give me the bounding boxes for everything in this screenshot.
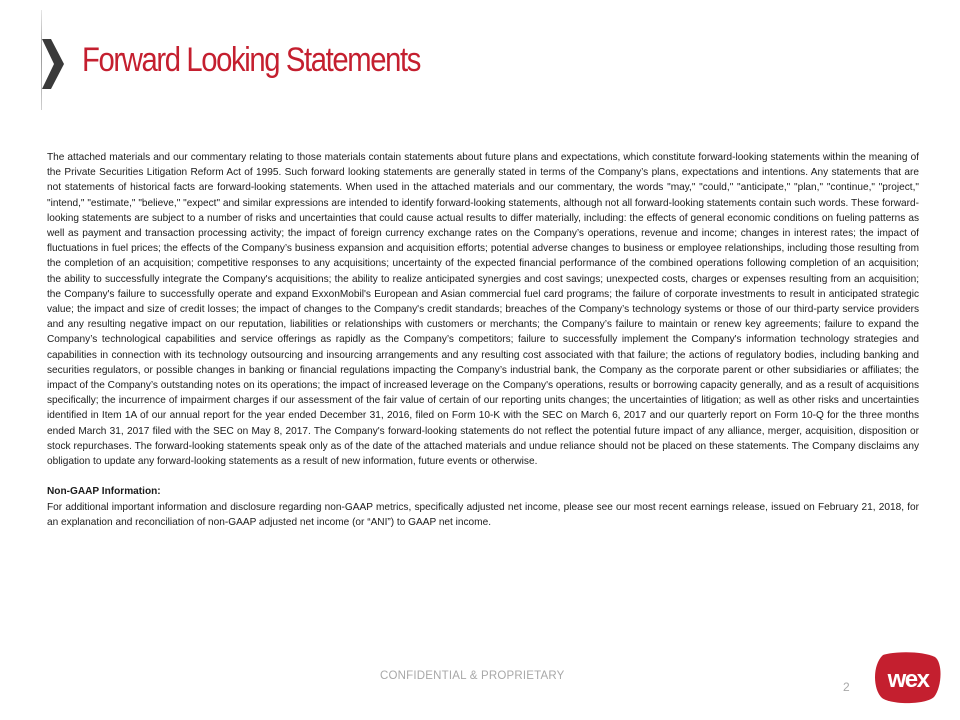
disclaimer-body bbox=[47, 150, 919, 530]
wex-logo bbox=[874, 652, 942, 704]
confidential-footer: CONFIDENTIAL & PROPRIETARY bbox=[380, 670, 565, 682]
slide-title: Forward Looking Statements bbox=[82, 41, 421, 79]
wex-logo-text: wex bbox=[887, 666, 929, 693]
chevron-right-icon bbox=[42, 39, 64, 89]
nongaap-paragraph: For additional important information and disclosure regarding non-GAAP metrics, specifically adjusted net income, please see our most recent earnings release, issued on February 21, 2018, for an explanation and reconciliation of non-GAAP adjusted net income (or “ANI”) to GAAP net income. bbox=[47, 501, 919, 528]
forward-looking-paragraph: The attached materials and our commentary relating to those materials contain statements about future plans and expectations, which constitute forward-looking statements within the meaning of the Private Securities Litigation Reform Act of 1995. Such forward looking statements are generally stated in terms of the Company’s plans, expectations and intentions. Any statements that are not statements of historical facts are forward-looking statements. When used in the attached materials and our commentary, the words "may," "could," "anticipate," "plan," "continue," "project," "intend," "estimate," "believe," "expect" and similar expressions are intended to identify forward-looking statements, although not all forward-looking statements contain such words. These forward-looking statements are subject to a number of risks and uncertainties that could cause actual results to differ materially, including: the effects of general economic conditions on fueling patterns as well as payment and transaction processing activity; the impact of foreign currency exchange rates on the Company’s operations, revenue and income; changes in interest rates; the impact of fluctuations in fuel prices; the effects of the Company’s business expansion and acquisition efforts; potential adverse changes to business or employee relationships, including those resulting from the completion of an acquisition; competitive responses to any acquisitions; uncertainty of the expected financial performance of the combined operations following completion of an acquisition; the ability to successfully integrate the Company's acquisitions; the ability to realize anticipated synergies and cost savings; unexpected costs, charges or expenses resulting from an acquisition; the Company's failure to successfully operate and expand ExxonMobil's European and Asian commercial fuel card programs; the failure of corporate investments to result in anticipated strategic value; the impact and size of credit losses; the impact of changes to the Company's credit standards; breaches of the Company’s technology systems or those of our third-party service providers and any resulting negative impact on our reputation, liabilities or relationships with customers or merchants; the Company’s failure to maintain or renew key agreements; failure to expand the Company’s technological capabilities and service offerings as rapidly as the Company’s competitors; failure to successfully implement the Company's information technology strategies and capabilities in connection with its technology outsourcing and insourcing arrangements and any resulting cost associated with that failure; the actions of regulatory bodies, including banking and securities regulators, or possible changes in banking or financial regulations impacting the Company’s industrial bank, the Company as the corporate parent or other subsidiaries or affiliates; the impact of the Company’s outstanding notes on its operations; the impact of increased leverage on the Company's operations, results or borrowing capacity generally, and as a result of acquisitions specifically; the incurrence of impairment charges if our assessment of the fair value of certain of our reporting units changes; the uncertainties of litigation; as well as other risks and uncertainties identified in Item 1A of our annual report for the year ended December 31, 2016, filed on Form 10-K with the SEC on March 6, 2017 and our quarterly report on Form 10-Q for the three months ended March 31, 2017 filed with the SEC on May 8, 2017. The Company's forward-looking statements do not reflect the potential future impact of any alliance, merger, acquisition, disposition or stock repurchases. The forward-looking statements speak only as of the date of the attached materials and undue reliance should not be placed on these statements. The Company disclaims any obligation to update any forward-looking statements as a result of new information, future events or otherwise. bbox=[47, 152, 919, 468]
page-number: 2 bbox=[843, 680, 850, 694]
nongaap-heading: Non-GAAP Information: bbox=[47, 486, 161, 498]
